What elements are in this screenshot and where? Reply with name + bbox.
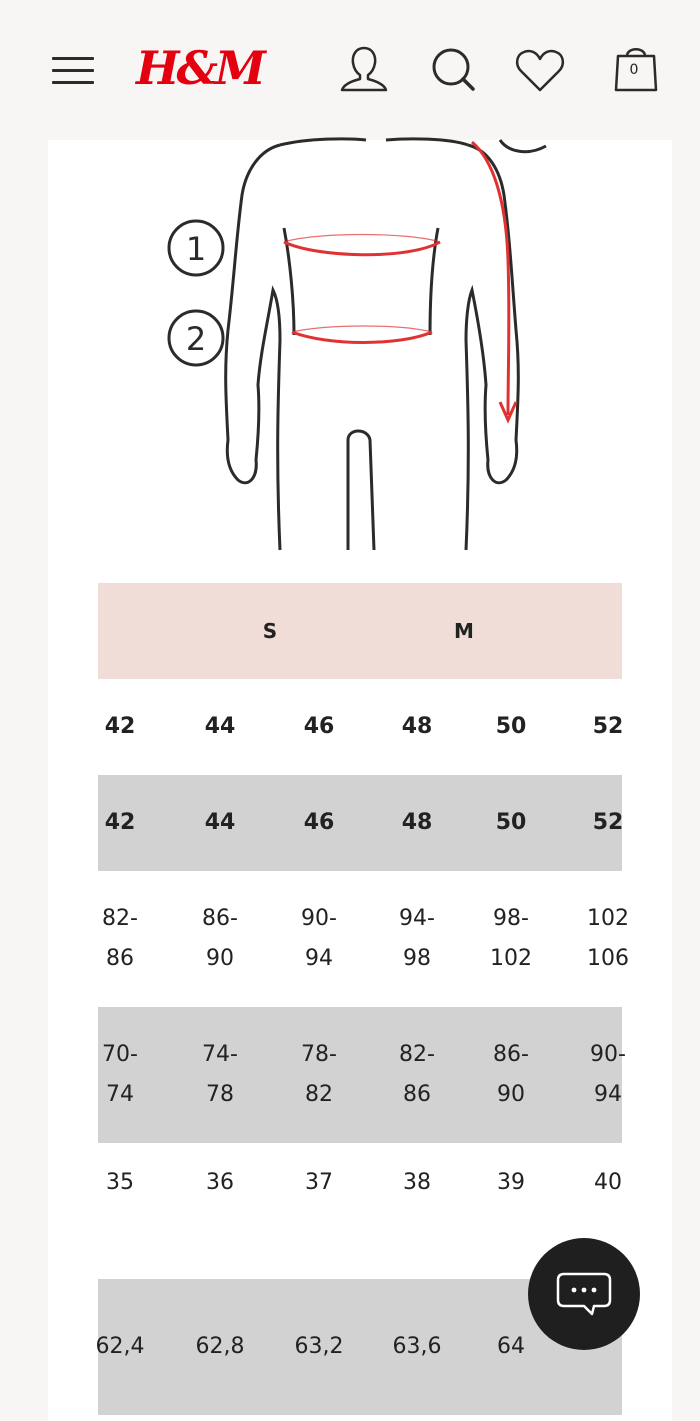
size-table-cell-line: 86- — [493, 1042, 529, 1067]
size-table-cell: 62,4 — [95, 1334, 145, 1359]
size-table-cell — [563, 1035, 653, 1115]
size-table-cell — [466, 1035, 556, 1115]
size-table-cell-line: 86 — [106, 946, 134, 971]
size-table-cell-line: 74 — [106, 1082, 134, 1107]
size-table-cell-line: 94 — [594, 1082, 622, 1107]
size-table-cell: 36 — [206, 1170, 234, 1195]
size-table-cell: 44 — [204, 714, 236, 739]
body-measurement-figure — [48, 140, 672, 560]
size-table-row — [98, 1007, 626, 1143]
size-table-cell — [75, 1035, 165, 1115]
svg-text:1: 1 — [185, 230, 207, 268]
size-table-cell: 42 — [104, 714, 136, 739]
size-table-cell: 35 — [106, 1170, 134, 1195]
size-table-cell — [563, 899, 653, 979]
size-table-cell — [274, 1035, 364, 1115]
size-table-cell-line: 90- — [590, 1042, 626, 1067]
header — [0, 0, 700, 140]
bag-count: 0 — [629, 62, 639, 78]
size-table-cell: 63,2 — [294, 1334, 344, 1359]
size-table-cell — [372, 899, 462, 979]
measurement-label-2 — [169, 311, 223, 365]
size-table-row — [98, 679, 622, 775]
size-table-cell-line: 82- — [102, 906, 138, 931]
size-table-cell: 46 — [303, 714, 335, 739]
size-header-m: M — [454, 619, 474, 643]
size-table-cell — [175, 899, 265, 979]
size-table-cell-line: 90- — [301, 906, 337, 931]
size-table-cell-line: 78- — [301, 1042, 337, 1067]
measurement-label-1 — [169, 221, 223, 275]
size-table-row — [98, 775, 622, 871]
size-table-cell — [274, 899, 364, 979]
hm-logo[interactable]: H&M — [136, 41, 263, 95]
size-table-cell-line: 82- — [399, 1042, 435, 1067]
size-table-cell: 52 — [592, 810, 624, 835]
size-table-cell: 50 — [495, 810, 527, 835]
size-table-cell: 42 — [104, 810, 136, 835]
size-table-cell-line: 102 — [490, 946, 532, 971]
size-table-cell-line: 98- — [493, 906, 529, 931]
size-table-cell-line: 106 — [587, 946, 629, 971]
size-table-cell — [466, 899, 556, 979]
size-table-header — [98, 583, 622, 679]
search-icon[interactable] — [426, 42, 482, 98]
size-table-cell: 39 — [497, 1170, 525, 1195]
size-header-s: S — [262, 619, 278, 643]
shopping-bag-icon[interactable] — [612, 42, 660, 98]
size-table-cell: 37 — [305, 1170, 333, 1195]
size-table-cell: 62,8 — [195, 1334, 245, 1359]
size-table-cell — [175, 1035, 265, 1115]
hamburger-menu-icon[interactable] — [52, 55, 94, 87]
size-table-cell: 50 — [495, 714, 527, 739]
size-table-row — [98, 871, 629, 1007]
size-table-cell-line: 70- — [102, 1042, 138, 1067]
size-table-cell: 48 — [401, 714, 433, 739]
size-table-cell-line: 94 — [305, 946, 333, 971]
size-table-cell-line: 90 — [497, 1082, 525, 1107]
size-table-cell: 46 — [303, 810, 335, 835]
size-table-cell: 63,6 — [392, 1334, 442, 1359]
size-table-cell: 48 — [401, 810, 433, 835]
heart-icon[interactable] — [512, 42, 568, 98]
size-table-cell — [75, 899, 165, 979]
size-table-cell-line: 78 — [206, 1082, 234, 1107]
size-guide-card — [48, 140, 672, 1421]
size-table-cell: 40 — [594, 1170, 622, 1195]
size-table-cell-line: 74- — [202, 1042, 238, 1067]
size-table-cell-line: 98 — [403, 946, 431, 971]
size-table-cell-line: 86- — [202, 906, 238, 931]
size-table-cell: 44 — [204, 810, 236, 835]
chat-button[interactable] — [528, 1238, 640, 1350]
size-table-cell: 52 — [592, 714, 624, 739]
svg-text:2: 2 — [185, 320, 207, 358]
chat-bubble-icon — [528, 1238, 640, 1350]
size-table-cell-line: 102 — [587, 906, 629, 931]
size-table-cell: 38 — [403, 1170, 431, 1195]
size-table-cell-line: 82 — [305, 1082, 333, 1107]
size-table-cell: 64 — [497, 1334, 525, 1359]
size-table-cell-line: 90 — [206, 946, 234, 971]
user-icon[interactable] — [336, 42, 392, 98]
size-table-cell-line: 94- — [399, 906, 435, 931]
size-table-cell-line: 86 — [403, 1082, 431, 1107]
size-table-cell — [372, 1035, 462, 1115]
